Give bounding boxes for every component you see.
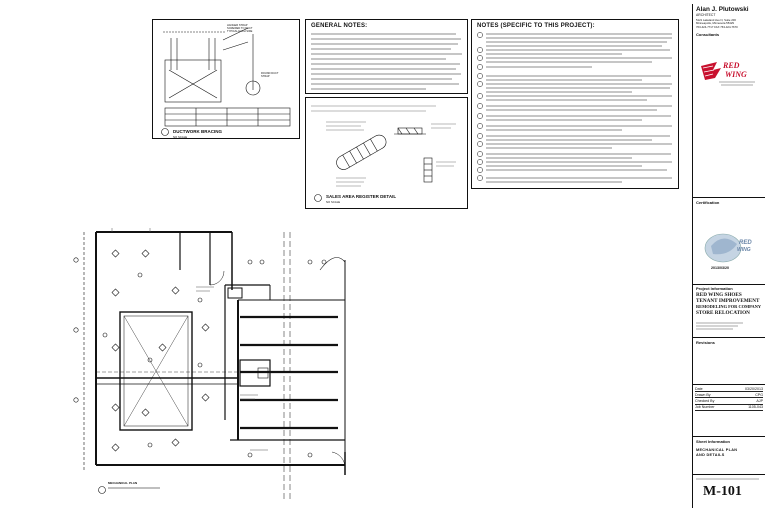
seal-icon — [699, 226, 759, 274]
logo-red: RED — [723, 61, 740, 70]
bracing-callout-text-2: ROUND DUCT STRAP — [261, 72, 279, 78]
logo-wing: WING — [725, 70, 747, 79]
svg-text:RED: RED — [739, 240, 752, 246]
project-notes-text — [472, 20, 680, 190]
ductwork-bracing-panel — [152, 19, 300, 139]
architect-role: ARCHITECT — [696, 13, 716, 17]
project-notes-title: NOTES (SPECIFIC TO THIS PROJECT): — [477, 23, 595, 29]
project-address-text — [693, 320, 765, 338]
ductwork-bracing-drawing — [153, 20, 301, 140]
register-detail-title: SALES AREA REGISTER DETAIL — [326, 194, 397, 199]
general-notes-panel — [305, 19, 468, 94]
seal-date: 2013/03/20 — [711, 266, 729, 270]
ductwork-bracing-scale: NO SCALE — [173, 135, 188, 139]
project-name — [696, 292, 764, 316]
project-name-line-1: RED WING SHOES — [696, 292, 742, 298]
info-row-checked-by: Checked By AJP — [695, 398, 763, 403]
general-notes-title: GENERAL NOTES: — [311, 23, 368, 29]
info-row-job-number: Job Number 1105-043 — [695, 405, 763, 410]
sheet-number: M-101 — [703, 484, 742, 499]
sheet-title-line-2: AND DETAILS — [696, 453, 725, 457]
sheet-info-label: Sheet Information — [696, 439, 731, 444]
revisions-label: Revisions — [696, 340, 715, 345]
project-name-line-3: REMODELING FOR COMPANY — [696, 304, 762, 309]
info-row-drawn-by: Drawn By CPG — [695, 392, 763, 397]
sheet-copyright-text — [693, 476, 765, 482]
architect-phone: 763-424-7717 FAX 763-424-7670 — [696, 24, 738, 29]
svg-text:WING: WING — [737, 247, 751, 253]
sheet-title-line-1: MECHANICAL PLAN — [696, 448, 738, 452]
mechanical-plan-label: MECHANICAL PLAN — [108, 481, 138, 485]
red-wing-logo — [699, 60, 757, 94]
info-row-date: Date 03/20/2013 — [695, 386, 763, 391]
bracing-callout-text: HANGER STRAP SCREWED TO DUCT TYPICAL EACH SIDE — [227, 24, 253, 33]
ductwork-bracing-title: DUCTWORK BRACING — [173, 129, 222, 134]
architect-seal — [699, 226, 759, 274]
project-info-label: Project Information — [696, 286, 733, 291]
register-detail-scale: NO SCALE — [326, 200, 341, 204]
title-info-table — [695, 386, 763, 411]
architect-name: Alan J. Plutowski — [696, 6, 749, 13]
architect-address-2: Minneapolis, Minnesota 55429 — [696, 21, 734, 26]
general-notes-text — [306, 20, 469, 95]
project-name-line-2: TENANT IMPROVEMENT — [696, 298, 760, 304]
certification-label: Certification — [696, 200, 720, 205]
project-notes-panel — [471, 19, 679, 189]
logo-tagline-box — [719, 80, 755, 87]
project-name-line-4: STORE RELOCATION — [696, 310, 750, 316]
consultants-label: Consultants — [696, 32, 720, 38]
sheet-title — [696, 448, 737, 458]
architect-address-1: 5121 Lakeland Ave N, Suite 200 — [696, 18, 736, 22]
register-detail-panel — [305, 97, 468, 209]
title-block — [692, 4, 765, 508]
